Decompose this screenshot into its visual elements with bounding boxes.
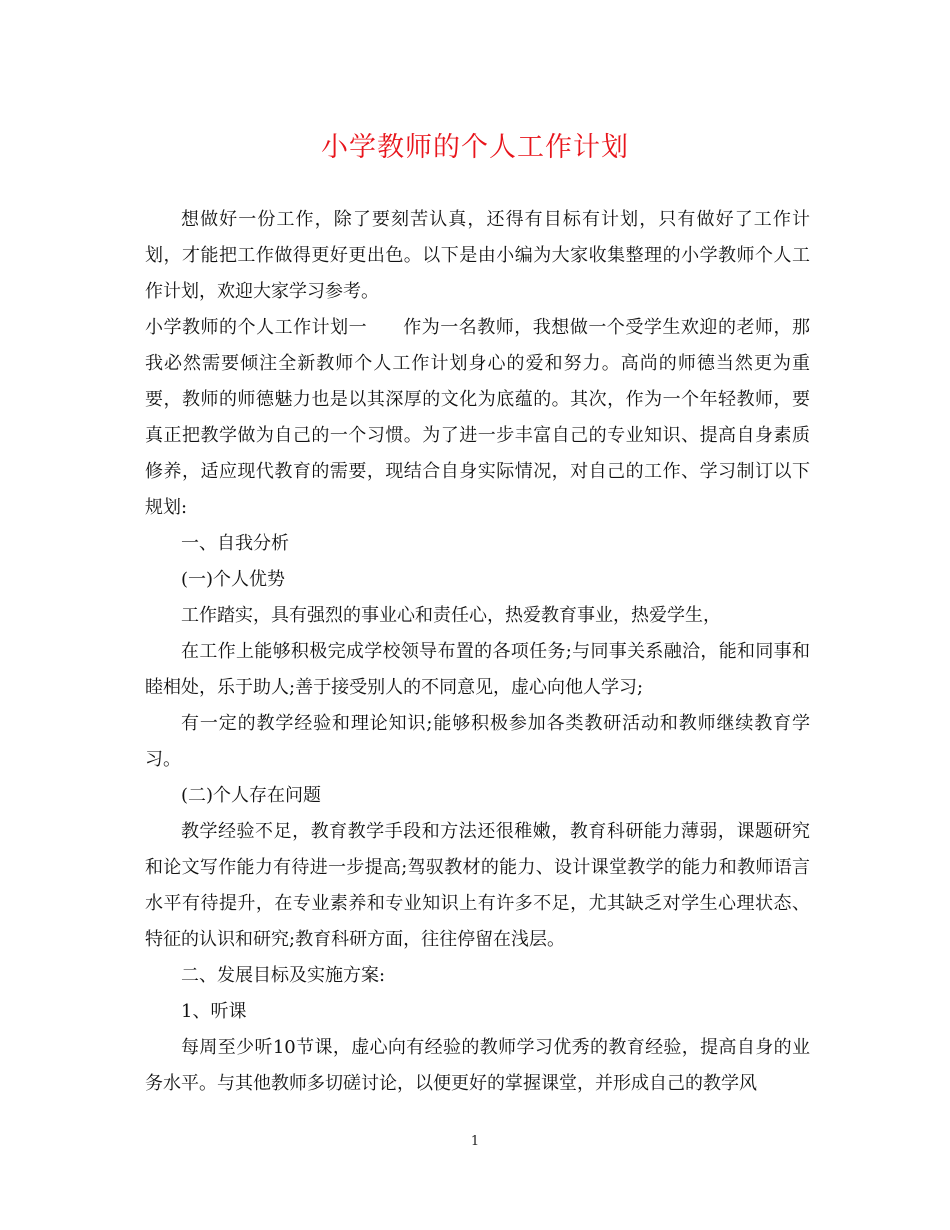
strength-paragraph-3: 有一定的教学经验和理论知识;能够积极参加各类教研活动和教师继续教育学习。 <box>145 713 810 770</box>
plan1-heading: 小学教师的个人工作计划一 <box>145 317 368 338</box>
problem-paragraph: 教学经验不足，教育教学手段和方法还很稚嫩，教育科研能力薄弱，课题研究和论文写作能力有待进一步提高;驾驭教材的能力、设计课堂教学的能力和教师语言水平有待提升，在专业素养和专业知识上有许多不足，尤其缺乏对学生心理状态、特征的认识和研究;教育科研方面，往往停留在浅层。 <box>145 821 810 950</box>
plan1-body: 作为一名教师，我想做一个受学生欢迎的老师，那我必然需要倾注全新教师个人工作计划身心的爱和努力。高尚的师德当然更为重要，教师的师德魅力也是以其深厚的文化为底蕴的。其次，作为一个年轻教师，要真正把教学做为自己的一个习惯。为了进一步丰富自己的专业知识、提高自身素质修养，适应现代教育的需要，现结合自身实际情况，对自己的工作、学习制订以下规划: <box>145 317 811 518</box>
item-heading-lesson-observation: 1、听课 <box>181 1001 247 1022</box>
strength-paragraph-1: 工作踏实，具有强烈的事业心和责任心，热爱教育事业，热爱学生， <box>181 605 721 626</box>
subheading-strengths: (一)个人优势 <box>181 569 286 590</box>
document-body <box>145 202 810 1102</box>
strength-paragraph-2: 在工作上能够积极完成学校领导布置的各项任务;与同事关系融洽，能和同事和睦相处，乐于助人;善于接受别人的不同意见，虚心向他人学习; <box>145 641 810 698</box>
intro-paragraph: 想做好一份工作，除了要刻苦认真，还得有目标有计划，只有做好了工作计划，才能把工作做得更好更出色。以下是由小编为大家收集整理的小学教师个人工作计划，欢迎大家学习参考。 <box>145 209 810 302</box>
lesson-observation-paragraph: 每周至少听10节课，虚心向有经验的教师学习优秀的教育经验，提高自身的业务水平。与其他教师多切磋讨论，以便更好的掌握课堂，并形成自己的教学风 <box>145 1037 810 1094</box>
subheading-problems: (二)个人存在问题 <box>181 785 322 806</box>
section-heading-goals: 二、发展目标及实施方案: <box>181 965 386 986</box>
document-title: 小学教师的个人工作计划 <box>321 132 629 163</box>
section-heading-self-analysis: 一、自我分析 <box>181 533 289 554</box>
page-number: 1 <box>470 1134 480 1149</box>
plan1-paragraph <box>145 310 810 526</box>
